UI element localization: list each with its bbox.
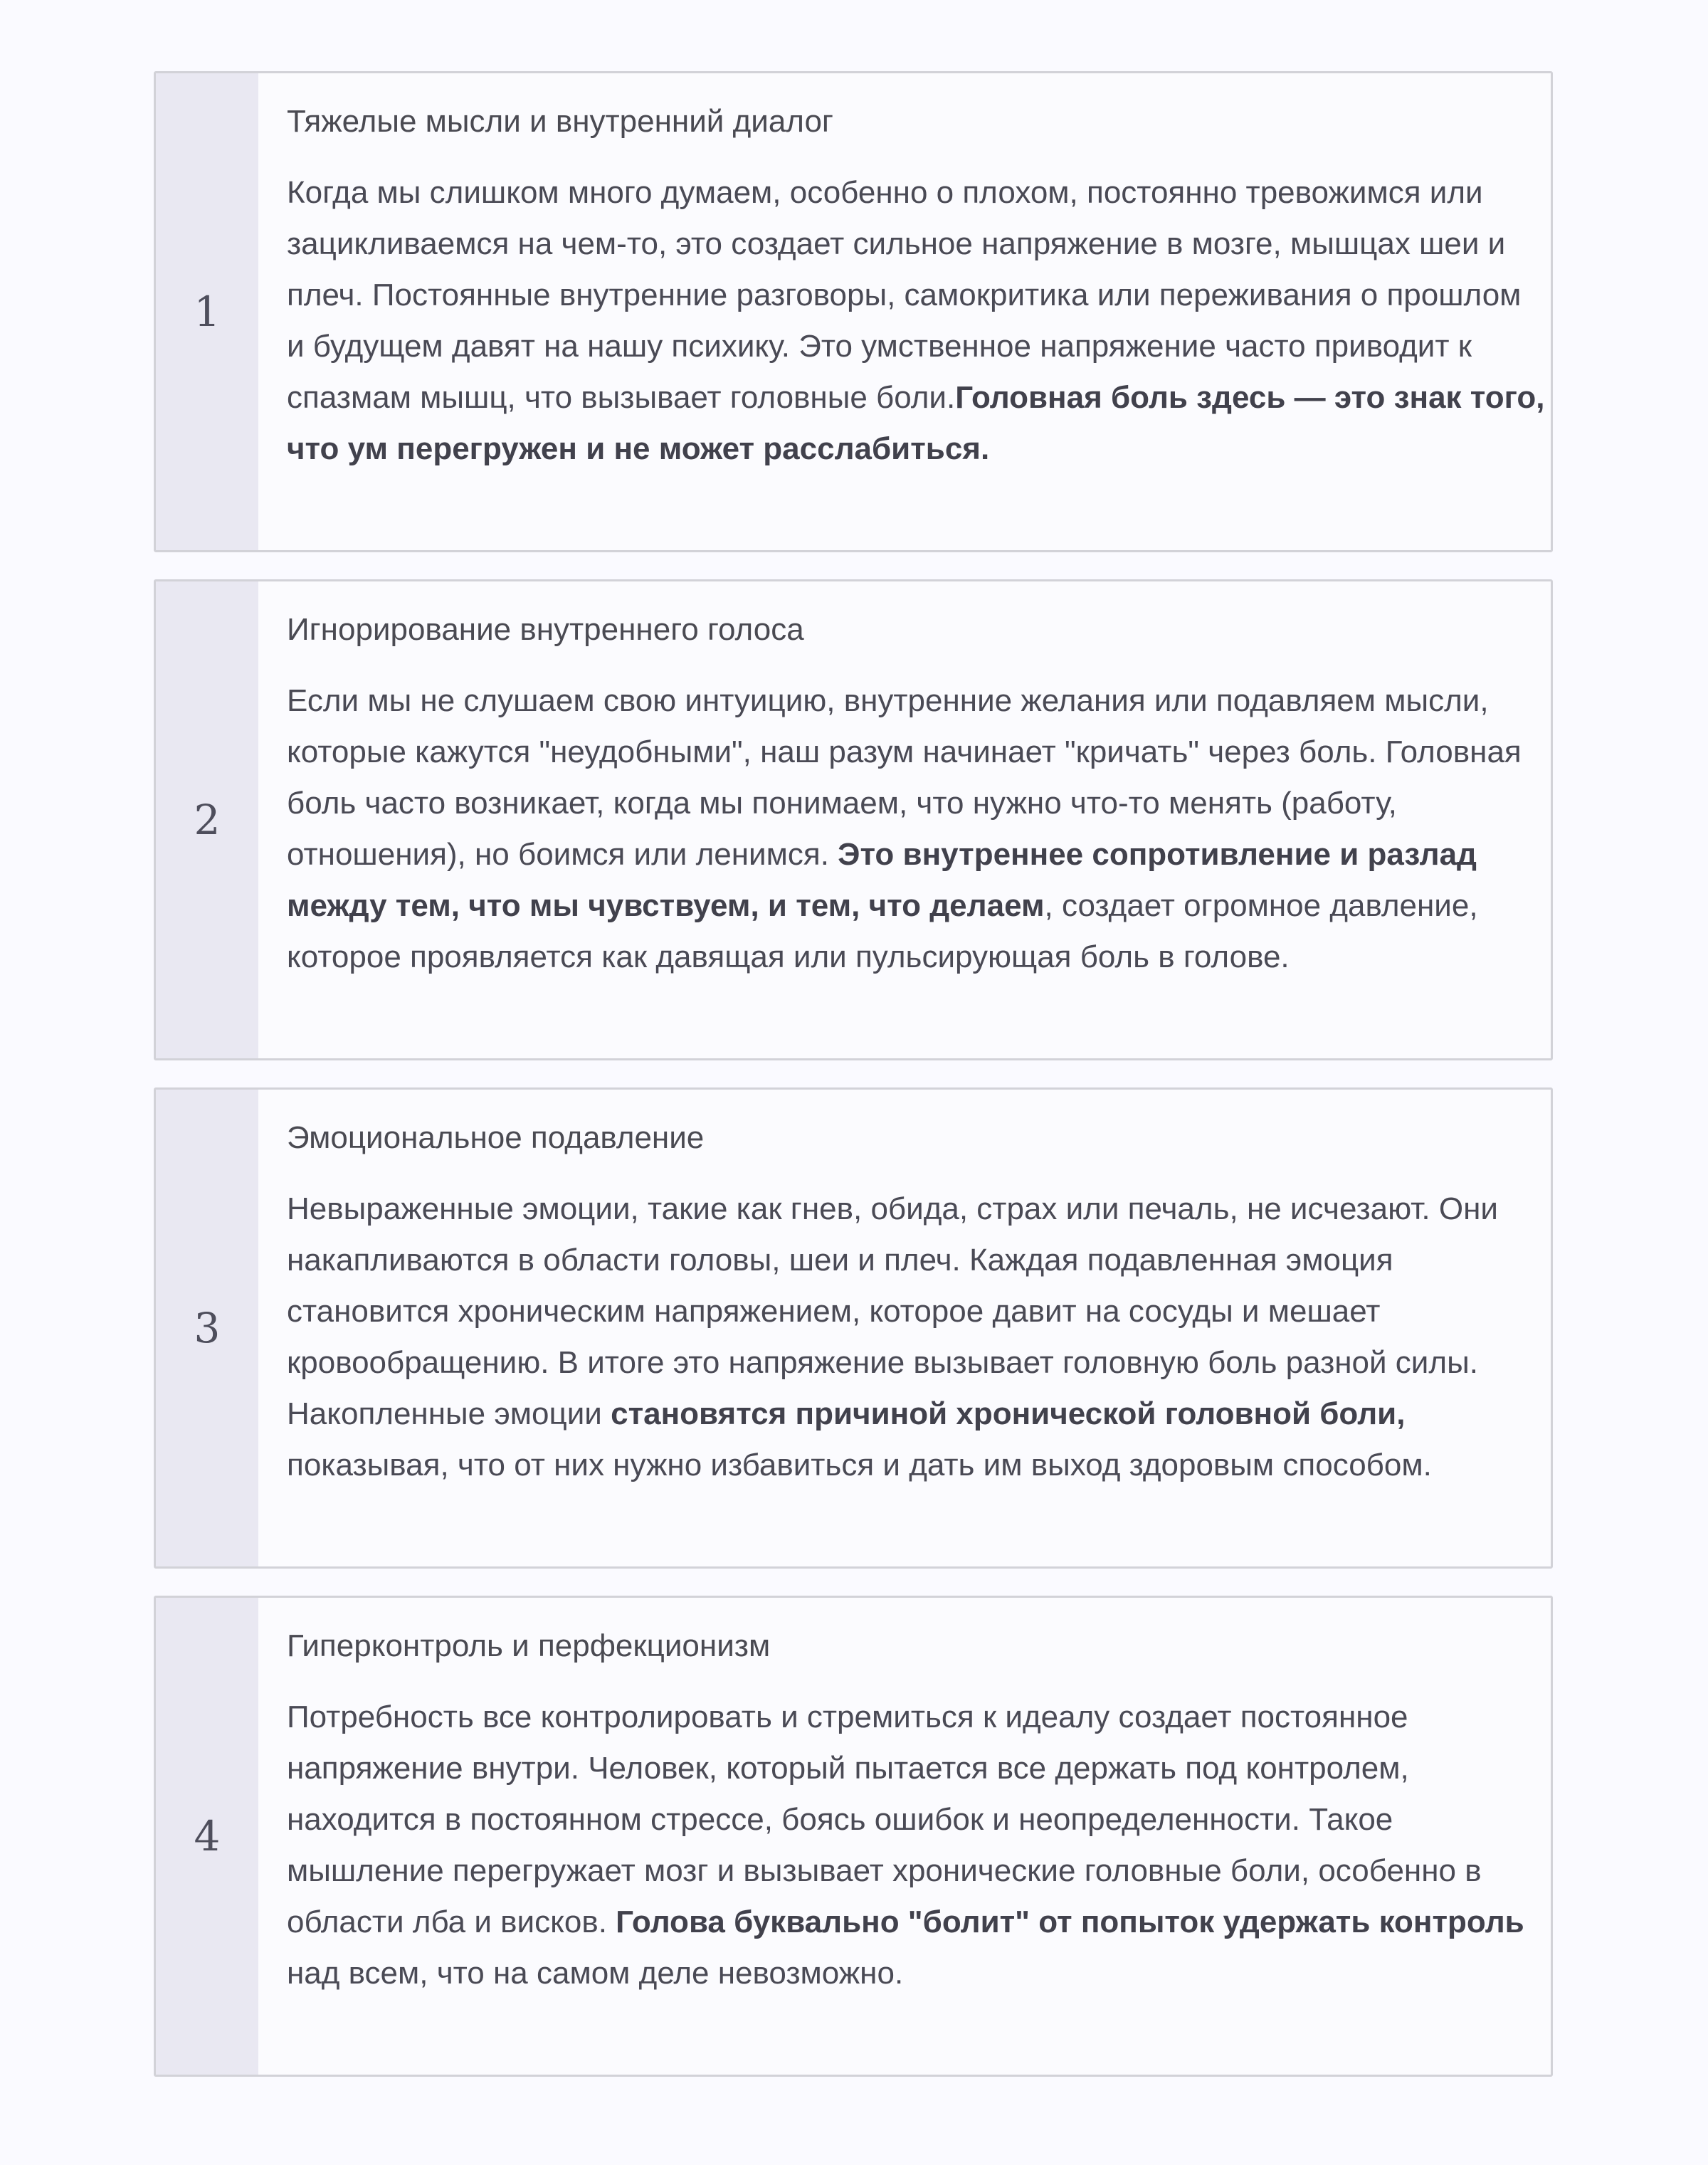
item-text-before: Потребность все контролировать и стремиться к идеалу создает постоянное напряжение внутри. Человек, который пытается все держать под контролем, находится в постоянном стрессе, боясь ошибок и неопределенности. Такое мышление перегружает мозг и вызывает хронические головные боли, особенно в области лба и висков.	[287, 1700, 1482, 1939]
item-text-bold: Головная боль здесь — это знак того, что ум перегружен и не может расслабиться.	[287, 380, 1545, 466]
item-text-before: Невыраженные эмоции, такие как гнев, обида, страх или печаль, не исчезают. Они накапливаются в области головы, шеи и плеч. Каждая подавленная эмоция становится хроническим напряжением, которое давит на сосуды и мешает кровообращению. В итоге это напряжение вызывает головную боль разной силы. Накопленные эмоции	[287, 1191, 1498, 1431]
item-text	[287, 675, 1546, 983]
item-text	[287, 167, 1546, 475]
item-text	[287, 1692, 1546, 1999]
item-text-bold: Это внутреннее сопротивление и разлад между тем, что мы чувствуем, и тем, что делаем	[287, 837, 1477, 923]
item-content	[258, 581, 1551, 1058]
list-item	[154, 71, 1553, 552]
item-number: 4	[194, 1812, 221, 1860]
item-content	[258, 73, 1551, 550]
item-text	[287, 1184, 1546, 1491]
item-text-bold: становятся причиной хронической головной боли,	[611, 1396, 1406, 1431]
item-text-bold: Голова буквально "болит" от попыток удержать контроль	[616, 1905, 1524, 1939]
list-item	[154, 1087, 1553, 1569]
item-text-before: Если мы не слушаем свою интуицию, внутренние желания или подавляем мысли, которые кажутся "неудобными", наш разум начинает "кричать" через боль. Головная боль часто возникает, когда мы понимаем, что нужно что-то менять (работу, отношения), но боимся или ленимся.	[287, 683, 1522, 872]
item-content	[258, 1598, 1551, 2075]
item-title: Тяжелые мысли и внутренний диалог	[287, 104, 833, 139]
item-title: Эмоциональное подавление	[287, 1120, 705, 1155]
item-text-before: Когда мы слишком много думаем, особенно о плохом, постоянно тревожимся или зацикливаемся на чем-то, это создает сильное напряжение в мозге, мышцах шеи и плеч. Постоянные внутренние разговоры, самокритика или переживания о прошлом и будущем давят на нашу психику. Это умственное напряжение часто приводит к спазмам мышц, что вызывает головные боли.	[287, 175, 1522, 415]
item-number-column	[156, 73, 258, 550]
item-number: 2	[194, 796, 221, 844]
item-text-after: над всем, что на самом деле невозможно.	[287, 1956, 904, 1991]
item-title: Гиперконтроль и перфекционизм	[287, 1628, 771, 1663]
item-number: 1	[194, 288, 221, 336]
item-number-column	[156, 581, 258, 1058]
item-number-column	[156, 1090, 258, 1566]
item-content	[258, 1090, 1551, 1566]
item-number: 3	[194, 1304, 221, 1352]
item-text-after: , создает огромное давление, которое проявляется как давящая или пульсирующая боль в голове.	[287, 888, 1478, 974]
item-number-column	[156, 1598, 258, 2075]
item-text-after: показывая, что от них нужно избавиться и дать им выход здоровым способом.	[287, 1448, 1432, 1482]
list-item	[154, 1596, 1553, 2077]
causes-list	[154, 71, 1553, 2104]
item-title: Игнорирование внутреннего голоса	[287, 612, 804, 647]
list-item	[154, 579, 1553, 1060]
